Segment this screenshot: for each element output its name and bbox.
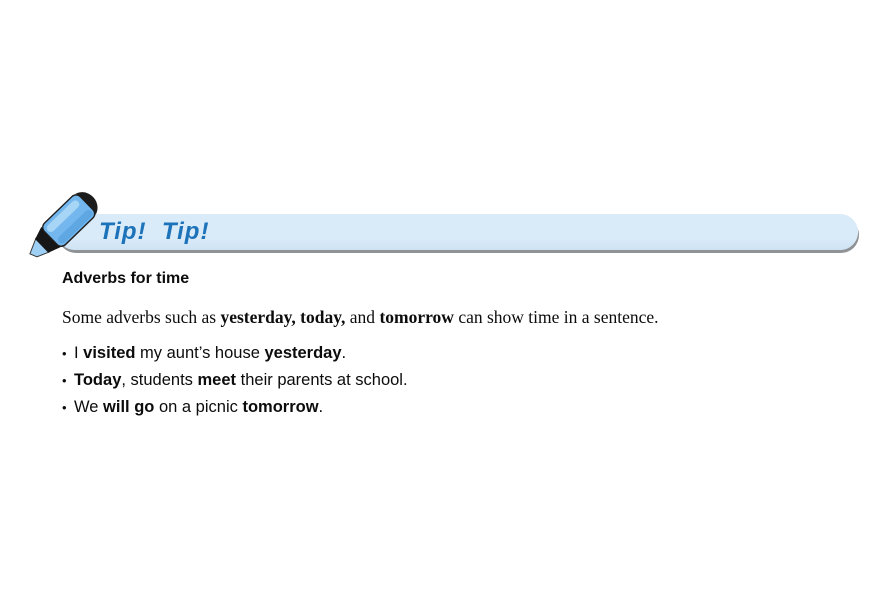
text-segment: , students: [121, 371, 198, 389]
intro-sentence: [62, 306, 832, 328]
list-item: [62, 340, 832, 367]
text-segment: will go: [103, 398, 155, 416]
text-segment: and: [345, 307, 380, 327]
text-segment: on a picnic: [154, 398, 243, 416]
tip-banner-label: Tip! Tip!: [99, 218, 210, 245]
bullet-icon: •: [62, 373, 67, 388]
text-segment: can show time in a sentence.: [453, 307, 659, 327]
text-segment: tomorrow: [379, 307, 454, 327]
list-item: [62, 367, 832, 394]
bullet-icon: •: [62, 346, 67, 361]
text-segment: visited: [83, 344, 136, 362]
text-segment: We: [74, 398, 104, 416]
bullet-icon: •: [62, 400, 67, 415]
tip-content: [62, 270, 832, 421]
text-segment: today,: [300, 307, 346, 327]
text-segment: I: [74, 344, 84, 362]
list-item-text: [74, 367, 408, 394]
text-segment: .: [341, 344, 347, 362]
text-segment: .: [318, 398, 324, 416]
text-segment: Some adverbs such as: [62, 307, 221, 327]
list-item-text: [74, 340, 346, 367]
highlighter-marker-icon: [14, 182, 110, 278]
section-heading: Adverbs for time: [62, 270, 190, 287]
list-item-text: [74, 394, 323, 421]
text-segment: Today: [74, 371, 122, 389]
text-segment: yesterday,: [220, 307, 296, 327]
text-segment: tomorrow: [242, 398, 319, 416]
text-segment: yesterday: [264, 344, 342, 362]
text-segment: meet: [197, 371, 237, 389]
text-segment: my aunt’s house: [135, 344, 265, 362]
text-segment: their parents at school.: [236, 371, 408, 389]
example-list: [62, 340, 832, 421]
list-item: [62, 394, 832, 421]
